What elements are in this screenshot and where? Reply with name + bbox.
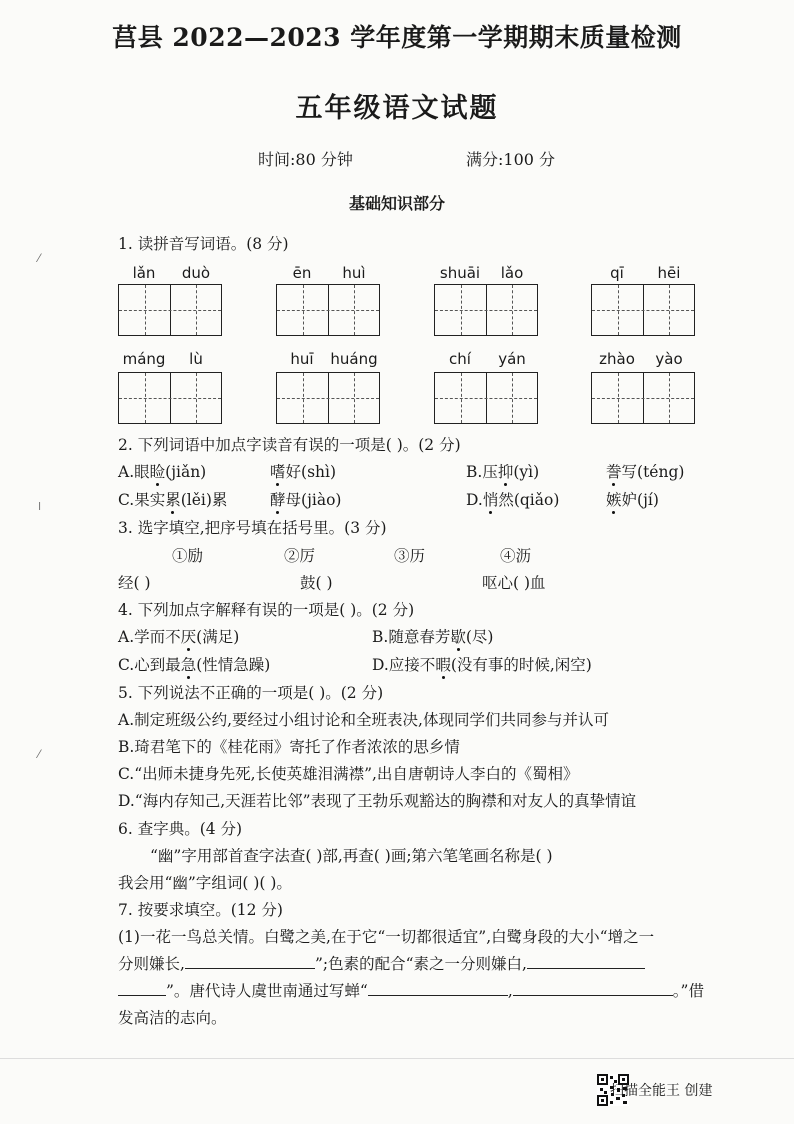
q4-stem: 4. 下列加点字解释有误的一项是( )。(2 分): [118, 601, 415, 619]
q7-line-3c: 。”借: [672, 982, 704, 1000]
q7-line-2b: ”;色素的配合“素之一分则嫌白,: [314, 955, 527, 973]
section-heading: 基础知识部分: [348, 194, 445, 213]
q7-blank-3[interactable]: [118, 981, 166, 996]
q5-option-d: D.“海内存知己,天涯若比邻”表现了王勃乐观豁达的胸襟和对友人的真挚情谊: [118, 792, 637, 810]
scanner-watermark: 扫描全能王 创建: [610, 1083, 713, 1099]
q6-line-2: 我会用“幽”字组词( )( )。: [118, 874, 292, 892]
q6-line-1: “幽”字用部首查字法查( )部,再查( )画;第六笔笔画名称是( ): [150, 847, 553, 865]
q2-option-c2: 酵母(jiào): [270, 491, 342, 509]
q7-blank-1[interactable]: [185, 954, 315, 969]
q4-option-c: C.心到最急(性情急躁): [118, 656, 271, 674]
q7-line-2: [118, 952, 645, 974]
pinyin-label: lù: [189, 350, 203, 368]
exam-time: 时间:80 分钟: [258, 150, 353, 169]
pinyin-label: huì: [342, 264, 366, 282]
q7-line-3a: ”。唐代诗人虞世南通过写蝉“: [166, 982, 368, 1000]
pinyin-label: chí: [449, 350, 471, 368]
q5-option-c: C.“出师未捷身先死,长使英雄泪满襟”,出自唐朝诗人李白的《蜀相》: [118, 765, 579, 783]
writing-grid-box[interactable]: [591, 284, 695, 336]
pinyin-label: lǎn: [132, 264, 156, 282]
pinyin-label: máng: [122, 350, 166, 368]
writing-grid-box[interactable]: [434, 372, 538, 424]
q7-line-4: 发高洁的志向。: [118, 1009, 227, 1027]
q7-blank-5[interactable]: [513, 981, 673, 996]
q3-choice-2: ②厉: [284, 547, 316, 565]
q7-line-3b: ,: [507, 982, 513, 1000]
q3-fill-2: 鼓( ): [300, 574, 333, 592]
pinyin-label: huáng: [330, 350, 378, 368]
pinyin-label: qī: [610, 264, 624, 282]
page-divider: [0, 1058, 794, 1059]
writing-grid-box[interactable]: [434, 284, 538, 336]
pinyin-label: zhào: [599, 350, 635, 368]
q3-fill-3: 呕心( )血: [482, 574, 546, 592]
q5-option-b: B.琦君笔下的《桂花雨》寄托了作者浓浓的思乡情: [118, 738, 460, 756]
edge-mark: ⁄: [38, 748, 40, 761]
pinyin-label: lǎo: [500, 264, 524, 282]
q5-option-a: A.制定班级公约,要经过小组讨论和全班表决,体现同学们共同参与并认可: [118, 711, 609, 729]
exam-title: 莒县 2022—2023 学年度第一学期期末质量检测: [112, 23, 682, 52]
pinyin-label: yán: [498, 350, 526, 368]
pinyin-label: duò: [181, 264, 211, 282]
q3-choice-1: ①励: [172, 547, 204, 565]
q7-blank-2[interactable]: [527, 954, 645, 969]
q1-stem: 1. 读拼音写词语。(8 分): [118, 235, 289, 253]
exam-subtitle: 五年级语文试题: [295, 93, 499, 124]
writing-grid-box[interactable]: [118, 284, 222, 336]
q4-option-b: B.随意春芳歇(尽): [372, 628, 494, 646]
q3-choice-3: ③历: [394, 547, 426, 565]
pinyin-label: hēi: [657, 264, 681, 282]
writing-grid-box[interactable]: [591, 372, 695, 424]
q2-stem: 2. 下列词语中加点字读音有误的一项是( )。(2 分): [118, 436, 461, 454]
q2-option-d1: D.悄然(qiǎo): [466, 491, 560, 509]
q7-line-2a: 分则嫌长,: [118, 955, 185, 973]
writing-grid-box[interactable]: [276, 372, 380, 424]
q3-stem: 3. 选字填空,把序号填在括号里。(3 分): [118, 519, 387, 537]
q2-option-a2: 嗜好(shì): [270, 463, 337, 481]
pinyin-label: ēn: [292, 264, 312, 282]
q2-option-c1: C.果实累(lěi)累: [118, 491, 228, 509]
q7-blank-4[interactable]: [368, 981, 508, 996]
q4-option-a: A.学而不厌(满足): [118, 628, 240, 646]
q2-option-d2: 嫉妒(jí): [606, 491, 659, 509]
q3-fill-1: 经( ): [118, 574, 151, 592]
exam-score: 满分:100 分: [466, 150, 556, 169]
q2-option-b2: 誊写(téng): [606, 463, 685, 481]
q3-choice-4: ④沥: [500, 547, 532, 565]
writing-grid-box[interactable]: [276, 284, 380, 336]
q7-stem: 7. 按要求填空。(12 分): [118, 901, 283, 919]
pinyin-label: yào: [655, 350, 683, 368]
q5-stem: 5. 下列说法不正确的一项是( )。(2 分): [118, 684, 384, 702]
q6-stem: 6. 查字典。(4 分): [118, 820, 243, 838]
q7-line-3: [118, 979, 704, 1001]
edge-mark: ǀ: [38, 500, 42, 513]
q2-option-b1: B.压抑(yì): [466, 463, 540, 481]
q7-line-1: (1)一花一鸟总关情。白鹭之美,在于它“一切都很适宜”,白鹭身段的大小“增之一: [118, 928, 655, 946]
pinyin-label: huī: [290, 350, 314, 368]
pinyin-label: shuāi: [439, 264, 481, 282]
edge-mark: ⁄: [38, 252, 40, 265]
q2-option-a1: A.眼睑(jiǎn): [118, 463, 207, 481]
writing-grid-box[interactable]: [118, 372, 222, 424]
q4-option-d: D.应接不暇(没有事的时候,闲空): [372, 656, 592, 674]
